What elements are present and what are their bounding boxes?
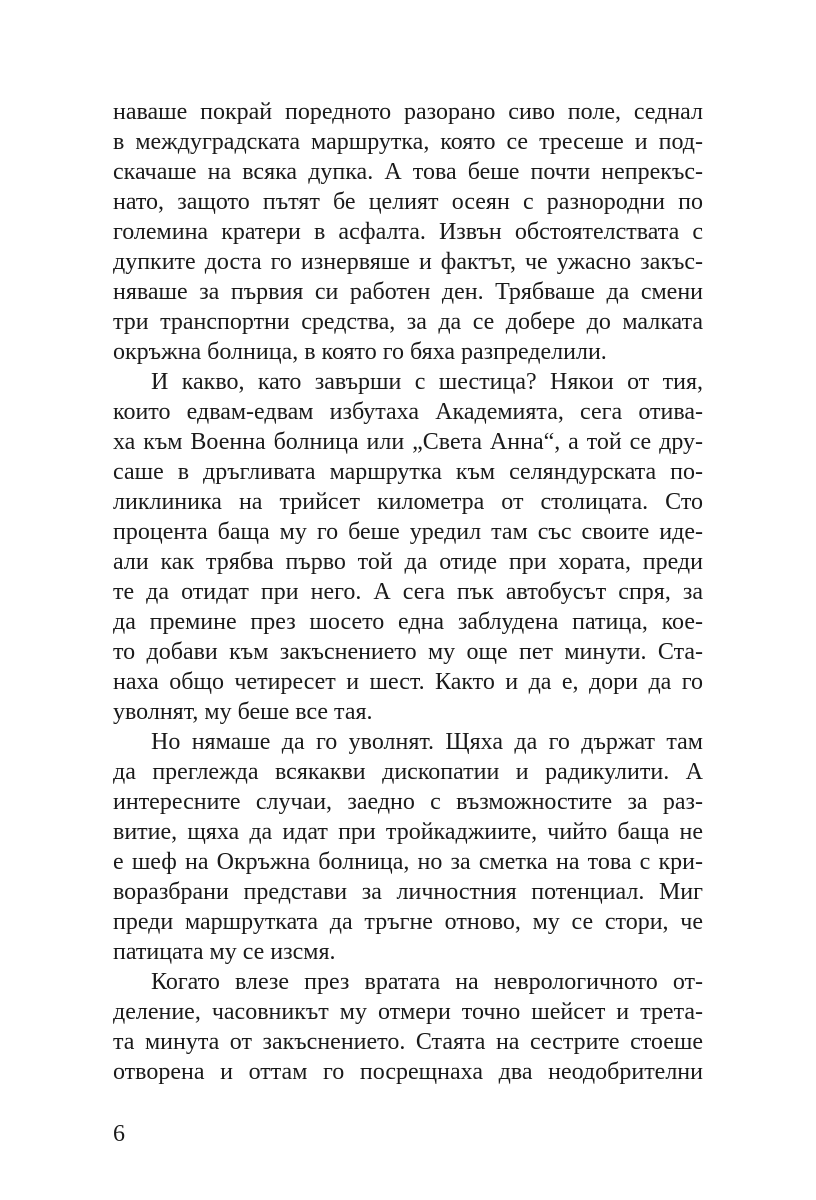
text-line: скачаше на всяка дупка. А това беше почти непрекъс- [113,159,703,185]
text-line: големина кратери в асфалта. Извън обстоятелствата с [113,219,703,245]
text-line: в междуградската маршрутка, която се тресеше и под- [113,129,703,155]
text-line: али как трябва първо той да отиде при хората, преди [113,549,703,575]
text-line: деление, часовникът му отмери точно шейсет и трета- [113,999,703,1025]
text-line: да преглежда всякакви дископатии и радикулити. А [113,759,703,785]
page-number: 6 [113,1121,125,1147]
text-line: Но нямаше да го уволнят. Щяха да го държат там [151,729,703,755]
body-text [113,97,703,1087]
text-line: саше в дръгливата маршрутка към селяндурската по- [113,459,703,485]
text-line: И какво, като завърши с шестица? Някои от тия, [151,369,703,395]
text-line: Когато влезе през вратата на неврологичното от- [151,969,703,995]
text-line: нато, защото пътят бе целият осеян с разнородни по [113,189,703,215]
text-line: интересните случаи, заедно с възможностите за раз- [113,789,703,815]
text-line: та минута от закъснението. Стаята на сестрите стоеше [113,1029,703,1055]
text-line: да премине през шосето една заблудена патица, кое- [113,609,703,635]
text-line: ха към Военна болница или „Света Анна“, а той се дру- [113,429,703,455]
text-line: витие, щяха да идат при тройкаджиите, чийто баща не [113,819,703,845]
text-line: уволнят, му беше все тая. [113,699,373,725]
text-line: няваше за първия си работен ден. Трябваше да смени [113,279,703,305]
text-line: преди маршрутката да тръгне отново, му се стори, че [113,909,703,935]
text-line: е шеф на Окръжна болница, но за сметка на това с кри- [113,849,703,875]
text-line: които едвам-едвам избутаха Академията, сега отива- [113,399,703,425]
text-line: дупките доста го изнервяше и фактът, че ужасно закъс- [113,249,703,275]
text-line: три транспортни средства, за да се добере до малката [113,309,703,335]
text-line: процента баща му го беше уредил там със своите иде- [113,519,703,545]
text-line: воразбрани представи за личностния потенциал. Миг [113,879,703,905]
text-line: ликлиника на трийсет километра от столицата. Сто [113,489,703,515]
text-line: те да отидат при него. А сега пък автобусът спря, за [113,579,703,605]
text-line: патицата му се изсмя. [113,939,336,965]
text-line: то добави към закъснението му още пет минути. Ста- [113,639,703,665]
text-line: наха общо четиресет и шест. Както и да е, дори да го [113,669,703,695]
text-line: окръжна болница, в която го бяха разпределили. [113,339,607,365]
text-line: наваше покрай поредното разорано сиво поле, седнал [113,99,703,125]
text-line: отворена и оттам го посрещнаха два неодобрителни [113,1059,703,1085]
